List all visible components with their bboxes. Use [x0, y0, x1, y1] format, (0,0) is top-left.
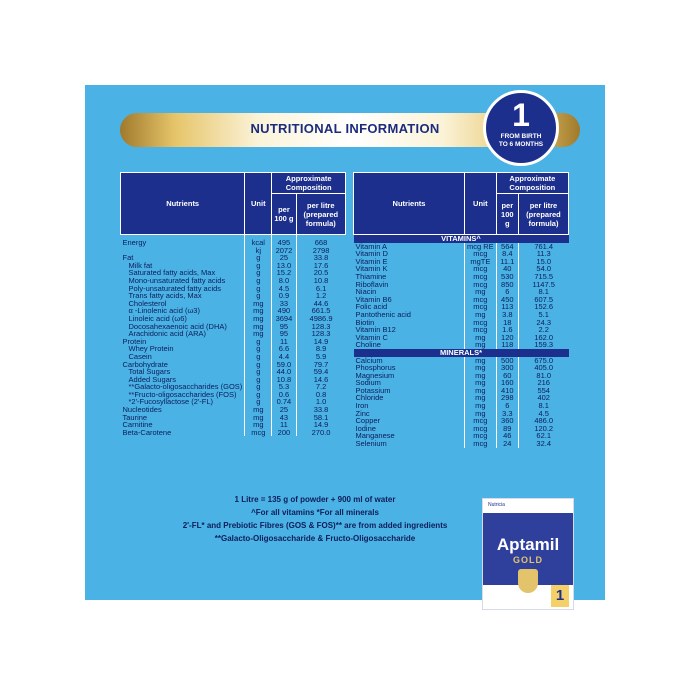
stage-age-line1: FROM BIRTH	[500, 133, 542, 140]
per100-cell: 89	[496, 425, 518, 433]
col-unit: Unit	[465, 173, 497, 235]
vitamins-section-header: VITAMINS^	[354, 235, 569, 243]
unit-cell: g	[245, 285, 272, 293]
table-row	[354, 372, 569, 380]
perlitre-cell: 6.1	[296, 285, 345, 293]
per100-cell: 8.0	[272, 277, 296, 285]
perlitre-cell: 128.3	[296, 330, 345, 338]
minerals-section-header: MINERALS*	[354, 349, 569, 357]
unit-cell: mcg	[465, 319, 497, 327]
perlitre-cell: 33.8	[296, 254, 345, 262]
unit-cell: g	[245, 391, 272, 399]
perlitre-cell: 32.4	[518, 440, 568, 448]
per100-cell: 113	[496, 303, 518, 311]
perlitre-cell: 761.4	[518, 243, 568, 251]
unit-cell: mg	[465, 372, 497, 380]
per100-cell: 160	[496, 379, 518, 387]
perlitre-cell: 5.9	[296, 353, 345, 361]
per100-cell: 490	[272, 307, 296, 315]
unit-cell: mg	[245, 421, 272, 429]
footnote-ingredients: 2'-FL* and Prebiotic Fibres (GOS & FOS)** are from added ingredients	[182, 521, 448, 530]
per100-cell: 44.0	[272, 368, 296, 376]
perlitre-cell: 486.0	[518, 417, 568, 425]
per100-cell: 24	[496, 440, 518, 448]
nutrient-name: Vitamin D	[355, 249, 388, 259]
nutrient-name: Phosphorus	[355, 363, 396, 373]
unit-cell: g	[245, 262, 272, 270]
nutrient-name: Riboflavin	[355, 279, 389, 289]
unit-cell: g	[245, 383, 272, 391]
per100-cell: 118	[496, 341, 518, 349]
nutrient-name: Calcium	[355, 355, 383, 365]
table-row	[121, 429, 346, 437]
nutrient-name: Trans fatty acids, Max	[128, 291, 202, 301]
per100-cell: 0.9	[272, 292, 296, 300]
perlitre-cell: 79.7	[296, 361, 345, 369]
nutrient-name	[121, 247, 245, 255]
per100-cell: 46	[496, 432, 518, 440]
perlitre-cell: 17.6	[296, 262, 345, 270]
unit-cell: g	[245, 254, 272, 262]
col-perlitre: per litre (prepared formula)	[518, 194, 568, 235]
perlitre-cell: 2798	[296, 247, 345, 255]
nutrient-name: Vitamin C	[355, 332, 388, 342]
product-pack-image	[482, 498, 574, 610]
unit-cell: g	[245, 376, 272, 384]
unit-cell: mgTE	[465, 258, 497, 266]
perlitre-cell: 14.9	[296, 421, 345, 429]
perlitre-cell: 33.8	[296, 406, 345, 414]
nutrient-name: Casein	[128, 351, 152, 361]
nutrient-name: Beta-Carotene	[122, 427, 172, 437]
unit-cell: g	[245, 277, 272, 285]
unit-cell: mg	[465, 402, 497, 410]
table-row	[121, 239, 346, 247]
per100-cell: 3.8	[496, 311, 518, 319]
per100-cell: 25	[272, 254, 296, 262]
footnote-symbols: ^For all vitamins *For all minerals	[251, 508, 379, 517]
nutrient-name: Folic acid	[355, 302, 388, 312]
per100-cell: 3694	[272, 315, 296, 323]
per100-cell: 200	[272, 429, 296, 437]
nutrient-name: Choline	[355, 340, 381, 350]
per100-cell: 60	[496, 372, 518, 380]
unit-cell: mcg	[465, 296, 497, 304]
nutrient-name: Carnitine	[122, 420, 153, 430]
perlitre-cell: 4.5	[518, 410, 568, 418]
unit-cell: g	[245, 292, 272, 300]
table-row	[354, 394, 569, 402]
per100-cell: 6	[496, 288, 518, 296]
unit-cell: g	[245, 368, 272, 376]
stage-number: 1	[512, 97, 530, 133]
footnote-dilution: 1 Litre = 135 g of powder + 900 ml of water	[234, 495, 396, 504]
unit-cell: mg	[245, 414, 272, 422]
nutrient-name: Vitamin E	[355, 256, 388, 266]
nutrient-name: Sodium	[355, 378, 381, 388]
nutrient-name: Vitamin B6	[355, 294, 392, 304]
per100-cell: 120	[496, 334, 518, 342]
per100-cell: 11	[272, 421, 296, 429]
unit-cell: mg	[465, 288, 497, 296]
per100-cell: 2072	[272, 247, 296, 255]
perlitre-cell: 405.0	[518, 364, 568, 372]
nutrient-name: Milk fat	[128, 260, 153, 270]
nutrient-name: Iodine	[355, 423, 376, 433]
shield-icon	[518, 569, 538, 593]
perlitre-cell: 20.5	[296, 269, 345, 277]
perlitre-cell: 15.0	[518, 258, 568, 266]
nutrient-name: Poly-unsaturated fatty acids	[128, 283, 222, 293]
per100-cell: 25	[272, 406, 296, 414]
nutrient-name: **Galacto-oligosaccharides (GOS)	[128, 382, 243, 392]
per100-cell: 11	[272, 338, 296, 346]
nutrient-name: Copper	[355, 416, 381, 426]
unit-cell: mcg	[465, 432, 497, 440]
pack-brand: Aptamil	[496, 535, 560, 554]
perlitre-cell: 81.0	[518, 372, 568, 380]
per100-cell: 11.1	[496, 258, 518, 266]
perlitre-cell: 10.8	[296, 277, 345, 285]
per100-cell: 6	[496, 402, 518, 410]
nutrient-name: *2'-Fucosyllactose (2'-FL)	[128, 397, 214, 407]
nutrient-name: Taurine	[122, 412, 148, 422]
perlitre-cell: 54.0	[518, 265, 568, 273]
perlitre-cell: 402	[518, 394, 568, 402]
nutrient-name: Zinc	[355, 408, 370, 418]
per100-cell: 1.6	[496, 326, 518, 334]
unit-cell: mcg	[465, 425, 497, 433]
per100-cell: 530	[496, 273, 518, 281]
per100-cell: 410	[496, 387, 518, 395]
perlitre-cell: 59.4	[296, 368, 345, 376]
per100-cell: 10.8	[272, 376, 296, 384]
unit-cell: mcg	[465, 250, 497, 258]
unit-cell: mcg	[245, 429, 272, 437]
per100-cell: 4.4	[272, 353, 296, 361]
perlitre-cell: 675.0	[518, 357, 568, 365]
per100-cell: 4.5	[272, 285, 296, 293]
nutrient-name: Iron	[355, 401, 369, 411]
page-title: NUTRITIONAL INFORMATION	[250, 121, 440, 136]
per100-cell: 5.3	[272, 383, 296, 391]
nutrient-name: Magnesium	[355, 370, 395, 380]
unit-cell: mg	[465, 410, 497, 418]
perlitre-cell: 661.5	[296, 307, 345, 315]
per100-cell: 0.6	[272, 391, 296, 399]
table-row	[354, 440, 569, 448]
perlitre-cell: 8.1	[518, 288, 568, 296]
unit-cell: mg	[465, 387, 497, 395]
unit-cell: mg	[465, 364, 497, 372]
table-row	[121, 330, 346, 338]
unit-cell: mg	[245, 300, 272, 308]
perlitre-cell: 1.0	[296, 398, 345, 406]
per100-cell: 15.2	[272, 269, 296, 277]
nutrient-name: Thiamine	[355, 271, 387, 281]
nutrient-name: Vitamin K	[355, 264, 388, 274]
per100-cell: 95	[272, 323, 296, 331]
unit-cell: kcal	[245, 239, 272, 247]
nutrient-name: Energy	[122, 238, 147, 247]
per100-cell: 450	[496, 296, 518, 304]
table-row	[121, 414, 346, 422]
nutrient-name: Nucleotides	[122, 405, 162, 415]
perlitre-cell: 554	[518, 387, 568, 395]
perlitre-cell: 1147.5	[518, 281, 568, 289]
per100-cell: 6.6	[272, 345, 296, 353]
perlitre-cell: 14.6	[296, 376, 345, 384]
col-approx: Approximate Composition	[496, 173, 568, 194]
perlitre-cell: 270.0	[296, 429, 345, 437]
unit-cell: mg	[465, 357, 497, 365]
nutrient-name: Vitamin A	[355, 241, 388, 251]
perlitre-cell: 62.1	[518, 432, 568, 440]
nutrients-table-left	[120, 172, 346, 436]
nutrient-name: Linoleic acid (ω6)	[128, 313, 187, 323]
footnote-oligosaccharides: **Galacto-Oligosaccharide & Fructo-Oligosaccharide	[214, 534, 416, 543]
perlitre-cell: 607.5	[518, 296, 568, 304]
unit-cell: mcg	[465, 326, 497, 334]
nutrient-name: Arachidonic acid (ARA)	[128, 329, 207, 339]
nutrient-name: Mono-unsaturated fatty acids	[128, 275, 226, 285]
right-table-body	[354, 235, 569, 448]
per100-cell: 95	[272, 330, 296, 338]
unit-cell: mg	[245, 315, 272, 323]
unit-cell: mg	[245, 330, 272, 338]
perlitre-cell: 8.9	[296, 345, 345, 353]
nutrient-name: Chloride	[355, 393, 384, 403]
perlitre-cell: 11.3	[518, 250, 568, 258]
per100-cell: 43	[272, 414, 296, 422]
unit-cell: mcg	[465, 417, 497, 425]
perlitre-cell: 668	[296, 239, 345, 247]
perlitre-cell: 2.2	[518, 326, 568, 334]
col-approx: Approximate Composition	[272, 173, 346, 194]
nutrient-name: Selenium	[355, 439, 387, 449]
nutrient-name: Protein	[122, 336, 147, 346]
stage-age-line2: TO 6 MONTHS	[498, 141, 544, 148]
nutrient-name: Vitamin B12	[355, 325, 396, 335]
unit-cell: kj	[245, 247, 272, 255]
per100-cell: 298	[496, 394, 518, 402]
nutrient-name: Added Sugars	[128, 374, 177, 384]
nutrient-name: Biotin	[355, 317, 375, 327]
unit-cell: g	[245, 345, 272, 353]
perlitre-cell: 152.6	[518, 303, 568, 311]
nutrient-name: Niacin	[355, 287, 377, 297]
footnotes	[160, 493, 470, 545]
left-table-body	[121, 235, 346, 437]
per100-cell: 360	[496, 417, 518, 425]
unit-cell: mcg	[465, 440, 497, 448]
per100-cell: 564	[496, 243, 518, 251]
per100-cell: 500	[496, 357, 518, 365]
perlitre-cell: 216	[518, 379, 568, 387]
nutrient-name: Total Sugars	[128, 367, 171, 377]
maker-logo: Nutricia	[488, 502, 505, 508]
unit-cell: mg	[245, 406, 272, 414]
unit-cell: mg	[465, 341, 497, 349]
nutrient-name: **Fructo-oligosaccharides (FOS)	[128, 389, 237, 399]
table-row	[354, 281, 569, 289]
nutrient-name: Manganese	[355, 431, 395, 441]
nutrient-name: Potassium	[355, 385, 391, 395]
per100-cell: 40	[496, 265, 518, 273]
per100-cell: 300	[496, 364, 518, 372]
nutrient-name: Pantothenic acid	[355, 309, 411, 319]
table-row	[121, 345, 346, 353]
nutrients-table-right	[353, 172, 569, 448]
stage-badge	[483, 90, 559, 166]
per100-cell: 13.0	[272, 262, 296, 270]
perlitre-cell: 0.8	[296, 391, 345, 399]
nutrient-name: Whey Protein	[128, 344, 174, 354]
unit-cell: mcg RE	[465, 243, 497, 251]
per100-cell: 0.74	[272, 398, 296, 406]
nutrient-name: Fat	[122, 253, 134, 263]
per100-cell: 3.3	[496, 410, 518, 418]
pack-stage: 1	[551, 585, 569, 607]
perlitre-cell: 5.1	[518, 311, 568, 319]
col-per100: per 100 g	[272, 194, 296, 235]
unit-cell: mcg	[465, 281, 497, 289]
table-row	[121, 254, 346, 262]
per100-cell: 18	[496, 319, 518, 327]
unit-cell: g	[245, 338, 272, 346]
unit-cell: g	[245, 361, 272, 369]
unit-cell: mg	[245, 323, 272, 331]
nutrient-name: Docosahexaenoic acid (DHA)	[128, 321, 227, 331]
perlitre-cell: 8.1	[518, 402, 568, 410]
unit-cell: g	[245, 353, 272, 361]
perlitre-cell: 4986.9	[296, 315, 345, 323]
unit-cell: g	[245, 269, 272, 277]
nutrient-name: Saturated fatty acids, Max	[128, 268, 216, 278]
unit-cell: g	[245, 398, 272, 406]
unit-cell: mcg	[465, 265, 497, 273]
table-row	[121, 406, 346, 414]
perlitre-cell: 715.5	[518, 273, 568, 281]
nutrient-name: Cholesterol	[128, 298, 167, 308]
per100-cell: 59.0	[272, 361, 296, 369]
per100-cell: 8.4	[496, 250, 518, 258]
perlitre-cell: 120.2	[518, 425, 568, 433]
perlitre-cell: 7.2	[296, 383, 345, 391]
perlitre-cell: 128.3	[296, 323, 345, 331]
unit-cell: mg	[245, 307, 272, 315]
col-perlitre: per litre (prepared formula)	[296, 194, 345, 235]
unit-cell: mg	[465, 334, 497, 342]
col-per100: per 100 g	[496, 194, 518, 235]
table-row	[354, 402, 569, 410]
table-row	[121, 247, 346, 255]
unit-cell: mcg	[465, 273, 497, 281]
unit-cell: mcg	[465, 303, 497, 311]
per100-cell: 33	[272, 300, 296, 308]
unit-cell: mg	[465, 394, 497, 402]
col-nutrients: Nutrients	[354, 173, 465, 235]
nutrient-name: Carbohydrate	[122, 359, 168, 369]
nutrient-name: α -Linolenic acid (ω3)	[128, 306, 200, 316]
perlitre-cell: 159.3	[518, 341, 568, 349]
per100-cell: 850	[496, 281, 518, 289]
unit-cell: mg	[465, 379, 497, 387]
per100-cell: 495	[272, 239, 296, 247]
perlitre-cell: 44.6	[296, 300, 345, 308]
perlitre-cell: 58.1	[296, 414, 345, 422]
perlitre-cell: 14.9	[296, 338, 345, 346]
perlitre-cell: 162.0	[518, 334, 568, 342]
col-unit: Unit	[245, 173, 272, 235]
table-row	[354, 387, 569, 395]
perlitre-cell: 1.2	[296, 292, 345, 300]
col-nutrients: Nutrients	[121, 173, 245, 235]
pack-variant: GOLD	[513, 555, 543, 565]
unit-cell: mg	[465, 311, 497, 319]
perlitre-cell: 24.3	[518, 319, 568, 327]
